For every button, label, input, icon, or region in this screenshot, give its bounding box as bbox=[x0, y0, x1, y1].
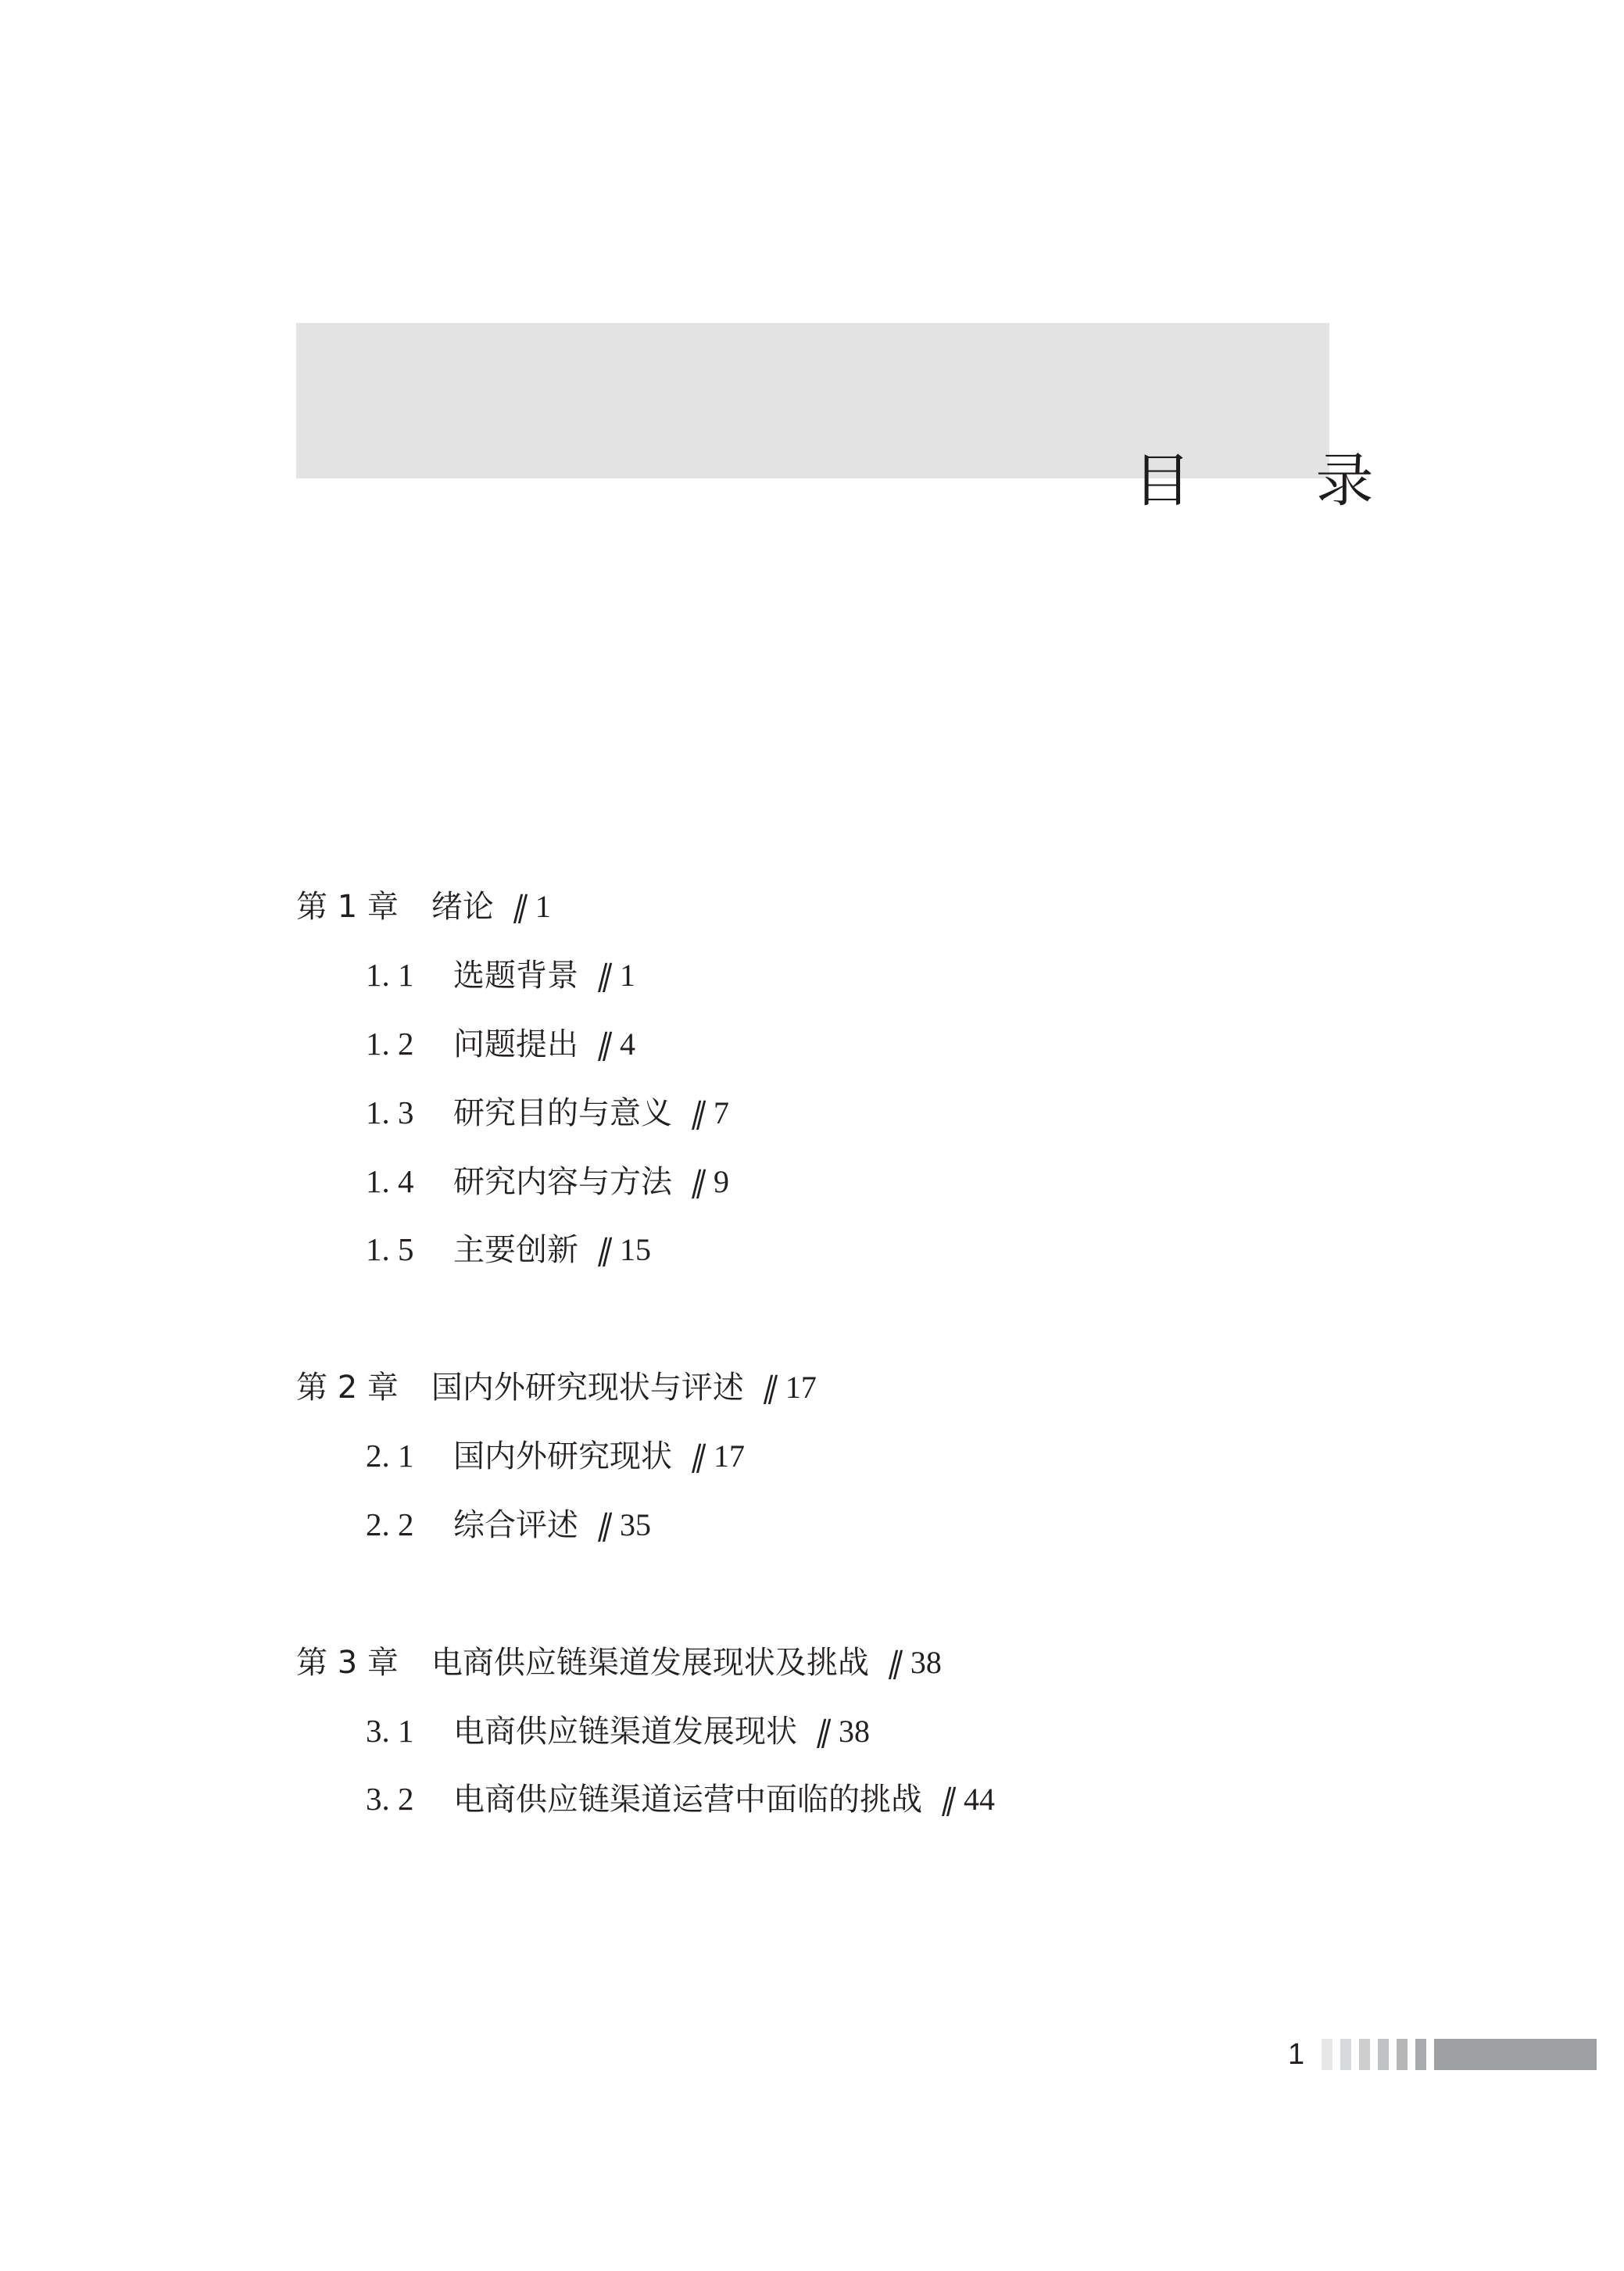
toc-section-1-5[interactable] bbox=[366, 1226, 651, 1274]
chapter-label: 第 3 章 bbox=[296, 1645, 399, 1681]
toc-chapter-3[interactable] bbox=[296, 1639, 942, 1687]
section-number: 1. 2 bbox=[366, 1026, 414, 1062]
section-number: 3. 1 bbox=[366, 1713, 414, 1749]
section-title: 电商供应链渠道发展现状 bbox=[453, 1714, 797, 1750]
section-title: 主要创新 bbox=[453, 1232, 578, 1268]
chapter-label: 第 2 章 bbox=[296, 1370, 399, 1406]
page-number: 1 bbox=[620, 958, 635, 993]
toc-section-1-4[interactable] bbox=[366, 1158, 729, 1206]
toc-section-2-1[interactable] bbox=[366, 1432, 745, 1481]
section-title: 问题提出 bbox=[453, 1026, 578, 1062]
toc-chapter-1[interactable] bbox=[296, 883, 551, 931]
separator-mark: ∥ bbox=[689, 1441, 699, 1474]
separator-mark: ∥ bbox=[689, 1098, 699, 1130]
page-title: 目 录 bbox=[1133, 447, 1427, 514]
section-title: 研究目的与意义 bbox=[453, 1095, 672, 1131]
separator-mark: ∥ bbox=[596, 960, 606, 993]
separator-mark: ∥ bbox=[760, 1372, 771, 1405]
toc-section-3-2[interactable] bbox=[366, 1775, 995, 1824]
toc-section-1-3[interactable] bbox=[366, 1089, 729, 1137]
page-number: 7 bbox=[714, 1095, 729, 1130]
page-number: 4 bbox=[620, 1026, 635, 1062]
decorative-bar bbox=[1359, 2039, 1370, 2070]
page-number: 1 bbox=[1288, 2037, 1305, 2071]
decorative-bar-long bbox=[1434, 2039, 1597, 2070]
separator-mark: ∥ bbox=[939, 1784, 950, 1817]
page-number: 38 bbox=[839, 1714, 870, 1749]
page-number: 15 bbox=[620, 1232, 651, 1267]
page-number: 9 bbox=[714, 1164, 729, 1199]
page-number: 44 bbox=[964, 1782, 995, 1817]
section-number: 1. 3 bbox=[366, 1094, 414, 1130]
section-title: 电商供应链渠道运营中面临的挑战 bbox=[453, 1782, 922, 1818]
chapter-title: 绪论 bbox=[431, 889, 494, 925]
section-number: 2. 2 bbox=[366, 1506, 414, 1542]
separator-mark: ∥ bbox=[885, 1647, 896, 1680]
page-number: 1 bbox=[535, 889, 551, 924]
decorative-bar bbox=[1378, 2039, 1389, 2070]
section-number: 1. 4 bbox=[366, 1163, 414, 1199]
page-footer bbox=[1288, 2035, 1597, 2074]
toc-section-3-1[interactable] bbox=[366, 1707, 870, 1756]
separator-mark: ∥ bbox=[596, 1029, 606, 1062]
decorative-bar bbox=[1397, 2039, 1408, 2070]
chapter-title: 国内外研究现状与评述 bbox=[431, 1370, 744, 1406]
section-title: 综合评述 bbox=[453, 1507, 578, 1543]
separator-mark: ∥ bbox=[814, 1716, 825, 1749]
separator-mark: ∥ bbox=[510, 891, 521, 924]
toc-section-2-2[interactable] bbox=[366, 1501, 651, 1549]
toc-section-1-1[interactable] bbox=[366, 951, 635, 1000]
page-number: 35 bbox=[620, 1507, 651, 1542]
toc-section-1-2[interactable] bbox=[366, 1020, 635, 1069]
chapter-label: 第 1 章 bbox=[296, 889, 399, 925]
section-number: 1. 5 bbox=[366, 1231, 414, 1267]
section-title: 选题背景 bbox=[453, 958, 578, 994]
separator-mark: ∥ bbox=[596, 1510, 606, 1542]
separator-mark: ∥ bbox=[596, 1234, 606, 1267]
section-number: 2. 1 bbox=[366, 1438, 414, 1474]
decorative-bar bbox=[1322, 2039, 1332, 2070]
decorative-bar bbox=[1415, 2039, 1426, 2070]
decorative-bar bbox=[1340, 2039, 1351, 2070]
page-number: 38 bbox=[910, 1645, 942, 1680]
section-number: 3. 2 bbox=[366, 1781, 414, 1817]
page-number: 17 bbox=[785, 1370, 817, 1405]
section-number: 1. 1 bbox=[366, 957, 414, 993]
section-title: 研究内容与方法 bbox=[453, 1164, 672, 1200]
table-of-contents bbox=[296, 0, 1427, 2271]
toc-chapter-2[interactable] bbox=[296, 1364, 817, 1412]
chapter-title: 电商供应链渠道发展现状及挑战 bbox=[431, 1645, 869, 1681]
section-title: 国内外研究现状 bbox=[453, 1438, 672, 1474]
page-number: 17 bbox=[714, 1438, 745, 1474]
decorative-bar-strip bbox=[1322, 2039, 1597, 2070]
separator-mark: ∥ bbox=[689, 1166, 699, 1199]
